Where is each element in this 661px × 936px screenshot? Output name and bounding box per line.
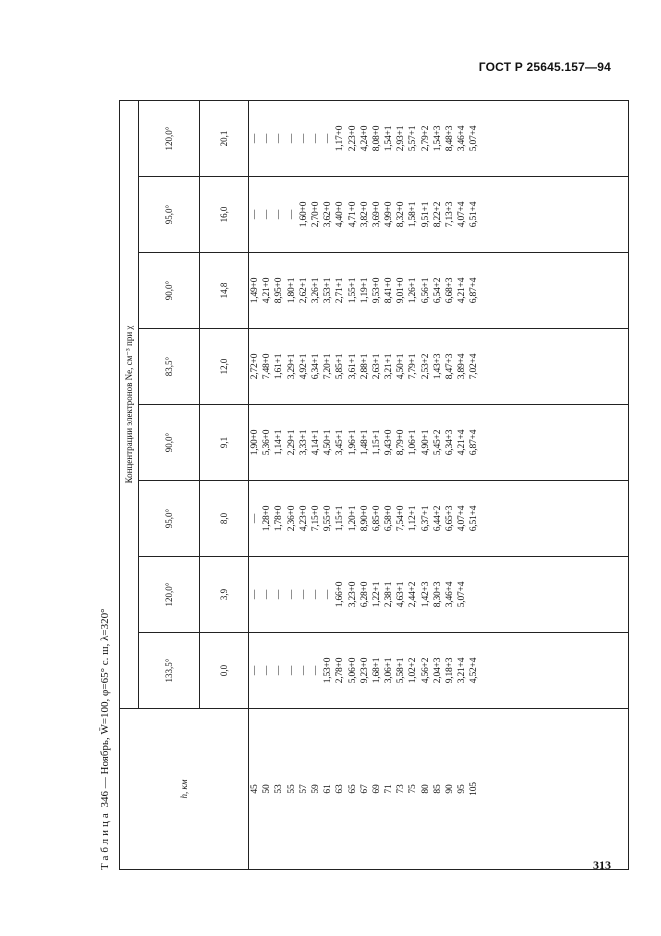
- time-header-cell: 3,9: [200, 557, 249, 633]
- time-header-cell: 20,1: [200, 101, 249, 177]
- concentration-column: [249, 557, 629, 633]
- concentration-value: 3,46+4: [445, 581, 455, 608]
- concentration-value: 7,02+4: [469, 353, 480, 380]
- concentration-value: 1,66+0: [335, 581, 346, 608]
- height-value: 61: [323, 784, 334, 794]
- height-value: 90: [445, 784, 455, 794]
- concentration-header: Концентрации электронов Nе, см⁻³ при χ: [120, 101, 139, 709]
- concentration-value: 3,29+1: [286, 353, 297, 380]
- concentration-value: —: [286, 133, 297, 144]
- concentration-value: 1,55+1: [347, 277, 358, 304]
- concentration-value: 2,23+0: [347, 125, 358, 152]
- concentration-value: 4,50+1: [396, 353, 407, 380]
- concentration-value: 6,58+0: [384, 505, 395, 532]
- concentration-value: —: [250, 209, 260, 220]
- concentration-value: 2,04+3: [432, 657, 443, 684]
- concentration-value: 6,56+1: [420, 277, 431, 304]
- concentration-value: 5,45+2: [432, 429, 443, 456]
- concentration-value: 1,68+1: [371, 657, 382, 684]
- concentration-value: 4,71+0: [347, 201, 358, 228]
- height-value: 55: [286, 784, 297, 794]
- height-value: 59: [310, 784, 321, 794]
- concentration-value: 9,51+1: [420, 201, 431, 228]
- concentration-value: 2,53+2: [420, 353, 431, 380]
- concentration-value: 5,58+1: [396, 657, 407, 684]
- chi-header-cell: 83,5°: [139, 329, 200, 405]
- height-value: 69: [371, 784, 382, 794]
- concentration-column: [249, 101, 629, 177]
- height-value: 71: [384, 784, 395, 794]
- height-value: 45: [250, 784, 260, 794]
- concentration-value: —: [250, 133, 260, 144]
- concentration-value: —: [310, 665, 321, 676]
- concentration-value: —: [274, 133, 285, 144]
- concentration-value: 8,41+0: [384, 277, 395, 304]
- time-header-cell: 14,8: [200, 253, 249, 329]
- concentration-value: 9,01+0: [396, 277, 407, 304]
- concentration-value: 5,85+1: [335, 353, 346, 380]
- concentration-value: —: [262, 133, 273, 144]
- concentration-value: 9,55+0: [323, 505, 334, 532]
- concentration-value: 4,63+1: [396, 581, 407, 608]
- concentration-value: 3,33+1: [298, 429, 309, 456]
- concentration-value: 3,21+4: [457, 657, 468, 684]
- concentration-value: 1,53+0: [323, 657, 334, 684]
- caption-number: 346: [99, 790, 111, 808]
- concentration-value: 4,56+2: [420, 657, 431, 684]
- concentration-value: 6,85+0: [371, 505, 382, 532]
- concentration-value: 8,90+0: [359, 505, 370, 532]
- concentration-value: 8,08+0: [371, 125, 382, 152]
- concentration-value: 7,79+1: [408, 353, 419, 380]
- concentration-value: 1,15+1: [335, 505, 346, 532]
- concentration-value: 4,90+1: [420, 429, 431, 456]
- concentration-value: 6,28+0: [359, 581, 370, 608]
- concentration-value: 3,45+1: [335, 429, 346, 456]
- concentration-value: 7,20+1: [323, 353, 334, 380]
- concentration-value: 4,21+4: [457, 277, 468, 304]
- concentration-value: —: [262, 665, 273, 676]
- concentration-value: 1,78+0: [274, 505, 285, 532]
- concentration-value: 4,99+0: [384, 201, 395, 228]
- concentration-value: 6,87+4: [469, 429, 480, 456]
- concentration-value: —: [262, 209, 273, 220]
- concentration-value: 8,32+0: [396, 201, 407, 228]
- concentration-value: 6,51+4: [469, 201, 480, 228]
- height-value: 73: [396, 784, 407, 794]
- concentration-value: —: [298, 589, 309, 600]
- concentration-value: 7,48+0: [262, 353, 273, 380]
- time-header-cell: 0,0: [200, 633, 249, 709]
- concentration-value: 1,17+0: [335, 125, 346, 152]
- rotated-table-block: [95, 100, 630, 870]
- chi-header-cell: 95,0°: [139, 177, 200, 253]
- height-value: 75: [408, 784, 419, 794]
- concentration-value: 9,53+0: [371, 277, 382, 304]
- concentration-value: 1,42+3: [420, 581, 431, 608]
- concentration-value: 9,18+3: [445, 657, 455, 684]
- concentration-value: 1,19+1: [359, 277, 370, 304]
- concentration-value: 1,06+1: [408, 429, 419, 456]
- concentration-value: —: [323, 589, 334, 600]
- concentration-value: 5,36+0: [262, 429, 273, 456]
- concentration-value: —: [298, 665, 309, 676]
- chi-header-cell: 133,5°: [139, 633, 200, 709]
- caption-label: Таблица: [99, 810, 111, 870]
- concentration-column: [249, 329, 629, 405]
- concentration-value: 1,14+1: [274, 429, 285, 456]
- concentration-value: 6,37+1: [420, 505, 431, 532]
- concentration-value: 5,07+4: [469, 125, 480, 152]
- concentration-column: [249, 481, 629, 557]
- concentration-value: 2,36+0: [286, 505, 297, 532]
- concentration-value: 3,82+0: [359, 201, 370, 228]
- concentration-value: 6,44+2: [432, 505, 443, 532]
- height-value: 63: [335, 784, 346, 794]
- concentration-value: 1,49+0: [250, 277, 260, 304]
- concentration-value: 2,29+1: [286, 429, 297, 456]
- table-body-row: [249, 101, 629, 870]
- concentration-value: —: [250, 513, 260, 524]
- concentration-value: —: [286, 589, 297, 600]
- concentration-value: 1,90+0: [250, 429, 260, 456]
- concentration-value: 6,87+4: [469, 277, 480, 304]
- concentration-value: 1,54+1: [384, 125, 395, 152]
- concentration-value: 4,40+0: [335, 201, 346, 228]
- concentration-value: 2,70+0: [310, 201, 321, 228]
- concentration-value: 1,80+1: [286, 277, 297, 304]
- concentration-value: 7,13+3: [445, 201, 455, 228]
- concentration-value: 1,61+1: [274, 353, 285, 380]
- concentration-value: 9,23+0: [359, 657, 370, 684]
- concentration-column: [249, 177, 629, 253]
- concentration-value: 7,54+0: [396, 505, 407, 532]
- chi-header-cell: 90,0°: [139, 405, 200, 481]
- concentration-value: 2,38+1: [384, 581, 395, 608]
- height-value: 105: [469, 782, 480, 796]
- concentration-value: 2,44+2: [408, 581, 419, 608]
- height-value: 53: [274, 784, 285, 794]
- concentration-value: 4,23+0: [298, 505, 309, 532]
- concentration-value: 1,22+1: [371, 581, 382, 608]
- concentration-value: —: [274, 665, 285, 676]
- concentration-value: 4,24+0: [359, 125, 370, 152]
- concentration-value: 6,68+3: [445, 277, 455, 304]
- concentration-value: —: [274, 589, 285, 600]
- concentration-value: 3,61+1: [347, 353, 358, 380]
- concentration-value: 6,51+4: [469, 505, 480, 532]
- time-header-cell: 8,0: [200, 481, 249, 557]
- height-values-column: [249, 709, 629, 870]
- concentration-value: 4,21+4: [457, 429, 468, 456]
- concentration-value: 6,65+3: [445, 505, 455, 532]
- concentration-column: [249, 253, 629, 329]
- concentration-value: [468, 557, 480, 632]
- time-header-cell: 9,1: [200, 405, 249, 481]
- concentration-value: 1,48+1: [359, 429, 370, 456]
- concentration-value: —: [298, 133, 309, 144]
- concentration-value: 3,26+1: [310, 277, 321, 304]
- height-value: 50: [262, 784, 273, 794]
- concentration-value: 2,63+1: [371, 353, 382, 380]
- concentration-value: 1,12+1: [408, 505, 419, 532]
- concentration-value: 2,72+0: [250, 353, 260, 380]
- concentration-value: 1,02+2: [408, 657, 419, 684]
- chi-header-cell: 120,0°: [139, 557, 200, 633]
- height-value: 67: [359, 784, 370, 794]
- concentration-value: 1,54+3: [432, 125, 443, 152]
- concentration-value: 4,21+0: [262, 277, 273, 304]
- concentration-column: [249, 405, 629, 481]
- table-caption: [95, 608, 115, 870]
- height-value: 65: [347, 784, 358, 794]
- concentration-value: 8,30+3: [432, 581, 443, 608]
- page-number: 313: [593, 858, 611, 872]
- concentration-value: 9,43+0: [384, 429, 395, 456]
- chi-header-cell: 95,0°: [139, 481, 200, 557]
- concentration-value: 3,69+0: [371, 201, 382, 228]
- concentration-value: 3,46+4: [457, 125, 468, 152]
- concentration-value: 3,62+0: [323, 201, 334, 228]
- concentration-value: 4,07+4: [457, 201, 468, 228]
- height-value: 85: [432, 784, 443, 794]
- time-header-cell: 12,0: [200, 329, 249, 405]
- concentration-value: 8,47+3: [445, 353, 455, 380]
- caption-text: — Ноябрь, W̄=100, φ=65° с. ш, λ=320°: [99, 608, 111, 791]
- chi-header-cell: 90,0°: [139, 253, 200, 329]
- concentration-value: —: [310, 589, 321, 600]
- concentration-value: —: [250, 589, 260, 600]
- time-header-cell: 16,0: [200, 177, 249, 253]
- concentration-value: 2,79+2: [420, 125, 431, 152]
- concentration-value: 1,43+3: [432, 353, 443, 380]
- concentration-value: 3,53+1: [323, 277, 334, 304]
- concentration-value: 1,96+1: [347, 429, 358, 456]
- concentration-value: 2,71+1: [335, 277, 346, 304]
- concentration-value: —: [310, 133, 321, 144]
- concentration-value: 3,06+1: [384, 657, 395, 684]
- concentration-value: —: [262, 589, 273, 600]
- concentration-value: 4,14+1: [310, 429, 321, 456]
- concentration-value: 6,54+2: [432, 277, 443, 304]
- concentration-value: 1,15+1: [371, 429, 382, 456]
- concentration-value: 5,07+4: [457, 581, 468, 608]
- concentration-value: —: [286, 209, 297, 220]
- concentration-value: 8,22+2: [432, 201, 443, 228]
- concentration-value: 6,34+3: [445, 429, 455, 456]
- concentration-value: —: [274, 209, 285, 220]
- concentration-value: 2,88+1: [359, 353, 370, 380]
- concentration-value: 8,48+3: [445, 125, 455, 152]
- concentration-value: —: [286, 665, 297, 676]
- concentration-value: 4,92+1: [298, 353, 309, 380]
- concentration-value: 7,15+0: [310, 505, 321, 532]
- concentration-value: 5,06+0: [347, 657, 358, 684]
- concentration-value: 1,28+0: [262, 505, 273, 532]
- concentration-value: 6,34+1: [310, 353, 321, 380]
- concentration-value: 1,58+1: [408, 201, 419, 228]
- concentration-value: —: [250, 665, 260, 676]
- concentration-value: 3,89+4: [457, 353, 468, 380]
- electron-concentration-table: [119, 100, 629, 870]
- concentration-column: [249, 633, 629, 709]
- concentration-value: 4,52+4: [469, 657, 480, 684]
- concentration-value: 1,20+1: [347, 505, 358, 532]
- concentration-value: 5,57+1: [408, 125, 419, 152]
- height-value: 57: [298, 784, 309, 794]
- concentration-value: 1,26+1: [408, 277, 419, 304]
- concentration-value: 1,60+0: [298, 201, 309, 228]
- concentration-value: 4,50+1: [323, 429, 334, 456]
- concentration-value: 3,23+0: [347, 581, 358, 608]
- concentration-value: 4,07+4: [457, 505, 468, 532]
- height-value: 95: [457, 784, 468, 794]
- concentration-value: 2,78+0: [335, 657, 346, 684]
- height-value: 80: [420, 784, 431, 794]
- concentration-value: 3,21+1: [384, 353, 395, 380]
- height-column-header: h, км: [120, 709, 249, 870]
- concentration-value: 2,93+1: [396, 125, 407, 152]
- concentration-value: 8,79+0: [396, 429, 407, 456]
- document-header: ГОСТ Р 25645.157—94: [478, 60, 611, 74]
- concentration-value: 8,95+0: [274, 277, 285, 304]
- chi-header-cell: 120,0°: [139, 101, 200, 177]
- concentration-value: —: [323, 133, 334, 144]
- concentration-value: 2,62+1: [298, 277, 309, 304]
